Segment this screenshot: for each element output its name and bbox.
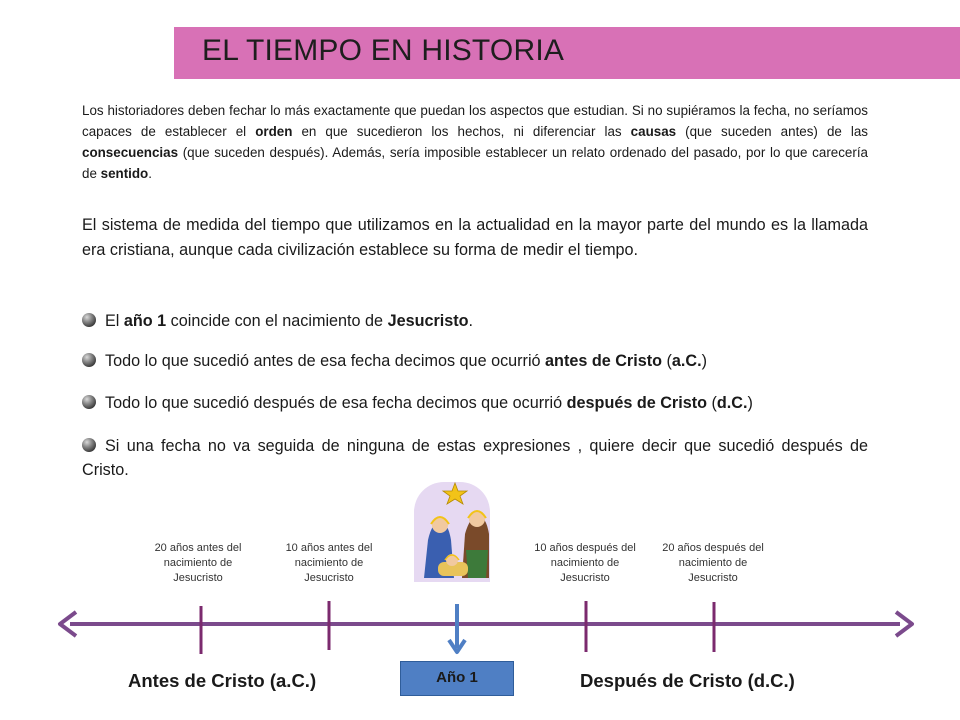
bullet-item: El año 1 coincide con el nacimiento de Jesucristo. xyxy=(82,309,868,333)
label-after-christ: Después de Cristo (d.C.) xyxy=(580,670,795,691)
text-run: en que sucedieron los hechos, ni diferenciar las xyxy=(292,124,631,139)
text-run: Los historiadores deben fechar lo más exactamente que puedan los aspectos que estudian. Si no supiéramos la fecha, no seríamos capaces de establecer el xyxy=(82,103,868,139)
text-run: (que suceden después). Además, sería imposible establecer un relato ordenado del pasado, por lo que carecería de xyxy=(82,145,868,181)
label-20-after: 20 años después del nacimiento de Jesucristo xyxy=(662,542,764,584)
bullet-item: Si una fecha no va seguida de ninguna de estas expresiones , quiere decir que sucedió después de Cristo. xyxy=(82,437,868,479)
page-title: EL TIEMPO EN HISTORIA xyxy=(202,34,565,67)
label-20-before: 20 años antes del nacimiento de Jesucristo xyxy=(154,542,242,584)
label-10-after: 10 años después del nacimiento de Jesucristo xyxy=(534,542,636,584)
bold-run: orden xyxy=(255,124,293,139)
nativity-illustration xyxy=(414,482,490,582)
text-run: (que suceden antes) de las xyxy=(676,124,869,139)
era-paragraph: El sistema de medida del tiempo que utilizamos en la actualidad en la mayor parte del mundo es la llamada era cristiana, aunque cada civilización establece su forma de medir el tiempo. xyxy=(82,216,868,259)
bullet-item: Todo lo que sucedió antes de esa fecha decimos que ocurrió antes de Cristo (a.C.) xyxy=(82,349,868,373)
label-10-before: 10 años antes del nacimiento de Jesucristo xyxy=(285,542,373,584)
bold-run: sentido xyxy=(100,166,149,181)
bold-run: consecuencias xyxy=(82,145,179,160)
text-run: . xyxy=(148,166,152,181)
bullet-item: Todo lo que sucedió después de esa fecha decimos que ocurrió después de Cristo (d.C.) xyxy=(82,391,868,415)
year-one-box: Año 1 xyxy=(400,661,514,696)
label-before-christ: Antes de Cristo (a.C.) xyxy=(128,670,317,691)
bold-run: causas xyxy=(630,124,677,139)
